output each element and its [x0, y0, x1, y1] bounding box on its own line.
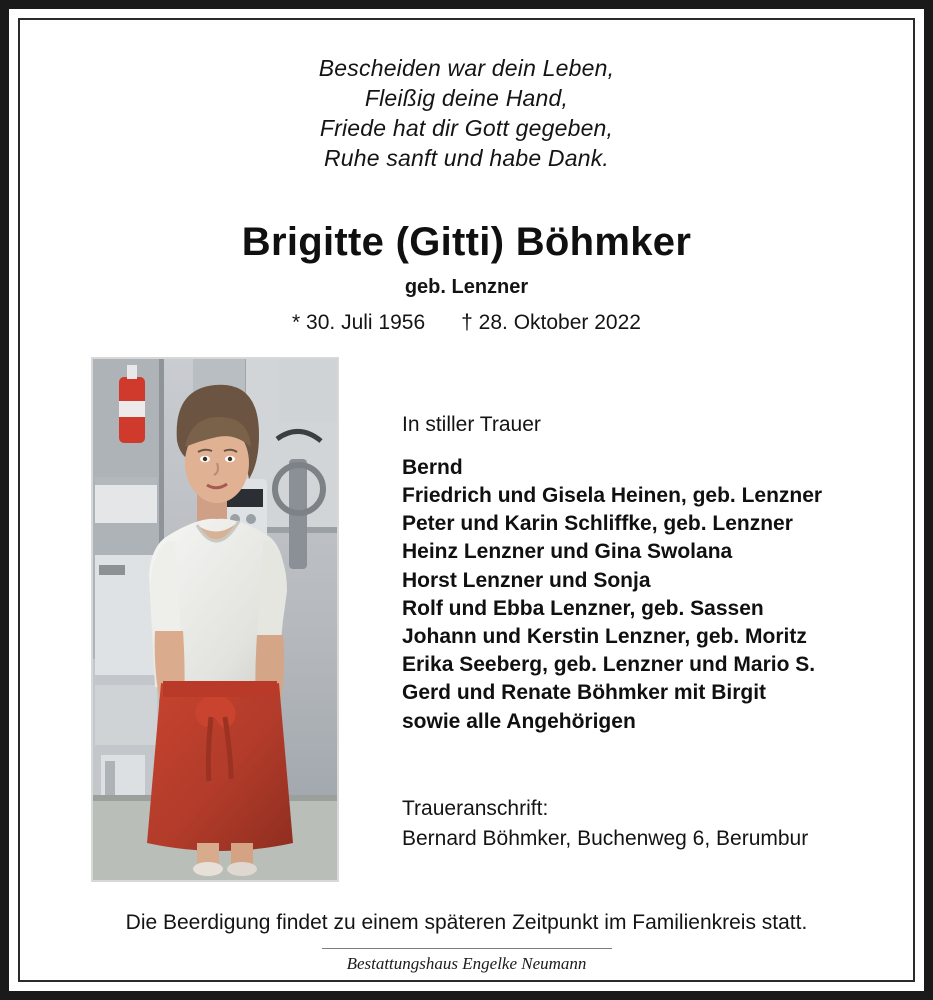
- mourning-block: [402, 413, 915, 736]
- deceased-dates: [20, 311, 913, 335]
- mourning-address-label: Traueranschrift:: [402, 796, 549, 820]
- mourning-lead: In stiller Trauer: [402, 412, 541, 436]
- verse-line-1: Bescheiden war dein Leben,: [318, 55, 615, 81]
- birth-date: * 30. Juli 1956: [292, 310, 426, 334]
- list-item: Bernd: [402, 455, 463, 479]
- list-item: sowie alle Angehörigen: [402, 709, 636, 733]
- portrait-photo-graphic: [93, 359, 337, 880]
- footer: [20, 948, 913, 974]
- funeral-note: Die Beerdigung findet zu einem späteren Zeitpunkt im Familienkreis statt.: [125, 910, 808, 934]
- mourning-name-list: [402, 454, 915, 736]
- mourning-address-line: Bernard Böhmker, Buchenweg 6, Berumbur: [402, 826, 809, 850]
- deceased-name: Brigitte (Gitti) Böhmker: [241, 219, 692, 264]
- obituary-inner-frame: [18, 18, 915, 982]
- list-item: Peter und Karin Schliffke, geb. Lenzner: [402, 512, 793, 536]
- list-item: Erika Seeberg, geb. Lenzner und Mario S.: [402, 653, 816, 677]
- death-date: † 28. Oktober 2022: [461, 310, 641, 334]
- verse-block: [20, 54, 913, 174]
- footer-divider: [322, 948, 612, 949]
- verse-line-3: Friede hat dir Gott gegeben,: [319, 114, 614, 141]
- list-item: Horst Lenzner und Sonja: [402, 568, 651, 592]
- list-item: Johann und Kerstin Lenzner, geb. Moritz: [402, 624, 807, 648]
- list-item: Gerd und Renate Böhmker mit Birgit: [402, 681, 767, 705]
- list-item: Friedrich und Gisela Heinen, geb. Lenzner: [402, 483, 823, 507]
- funeral-home-name: Bestattungshaus Engelke Neumann: [346, 954, 587, 973]
- list-item: Heinz Lenzner und Gina Swolana: [402, 540, 733, 564]
- verse-line-2: Fleißig deine Hand,: [364, 84, 569, 111]
- portrait-photo: [91, 357, 339, 882]
- deceased-maiden-name: geb. Lenzner: [404, 275, 529, 298]
- verse-line-4: Ruhe sanft und habe Dank.: [323, 144, 610, 171]
- mourning-address-block: [402, 797, 915, 851]
- body-area: [20, 357, 913, 897]
- list-item: Rolf und Ebba Lenzner, geb. Sassen: [402, 596, 764, 620]
